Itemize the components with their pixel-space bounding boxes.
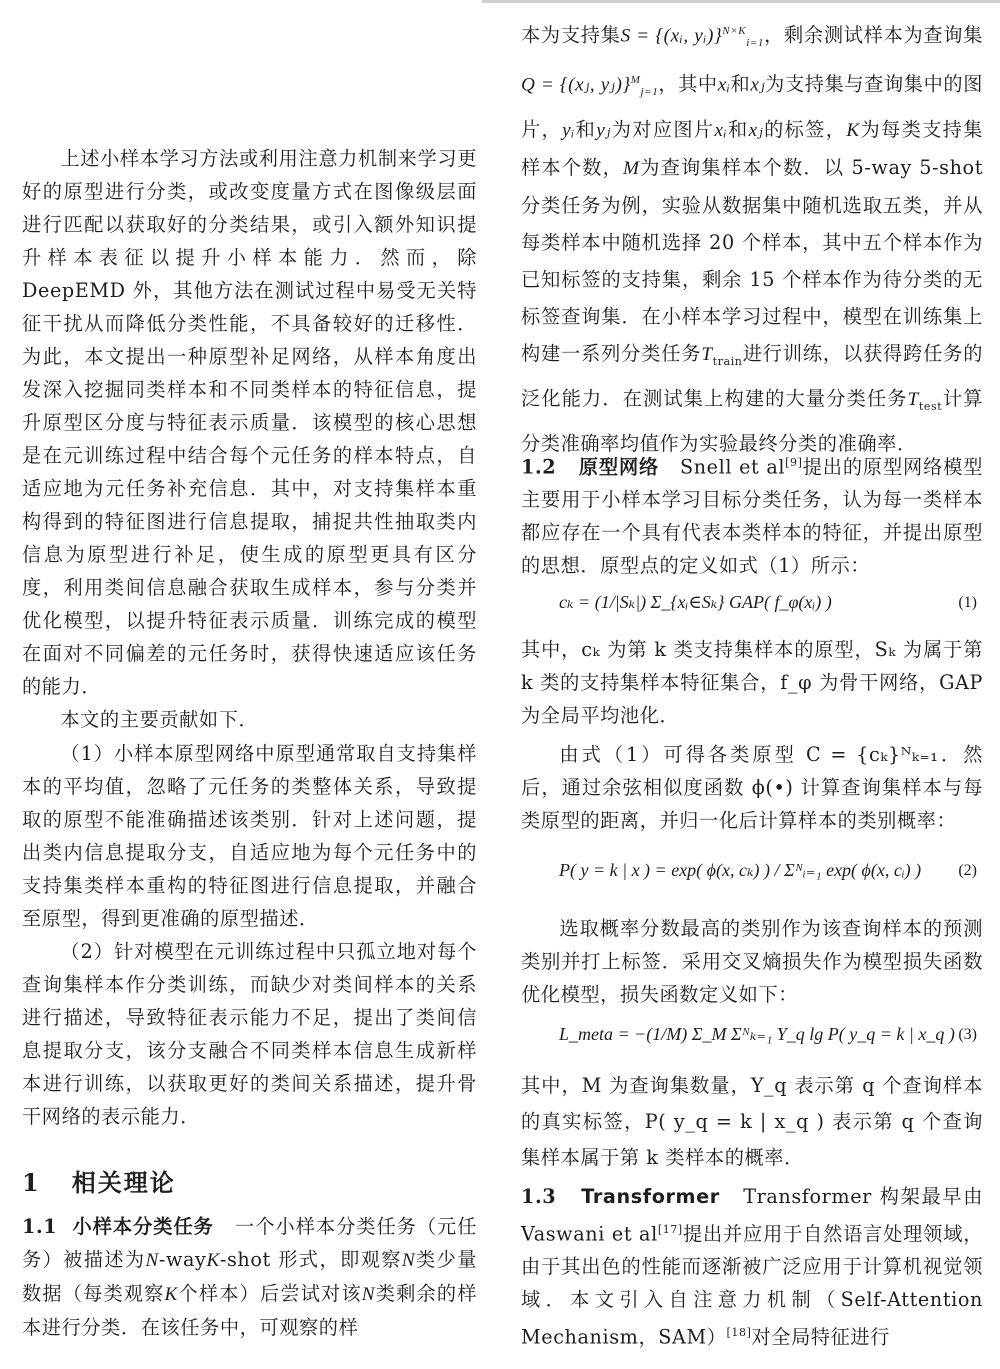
support-query-paragraph xyxy=(521,13,983,462)
math-sup: M xyxy=(630,74,641,87)
section-number: 1 xyxy=(22,1168,41,1197)
equation-2 xyxy=(521,846,983,906)
citation: [9] xyxy=(785,456,803,469)
text-span: 本为支持集 xyxy=(521,23,621,47)
intro-paragraph: 上述小样本学习方法或利用注意力机制来学习更好的原型进行分类，或改变度量方式在图像级层面进行匹配以获取好的分类结果，或引入额外知识提升样本表征以提升小样本能力．然而，除 DeepEMD 外，其他方法在测试过程中易受无关特征干扰从而降低分类性能，不具备较好的迁移性．为此，本文提出一种原型补足网络，从样本角度出发深入挖掘同类样本和不同类样本的特征信息，提升原型区分度与特征表示质量．该模型的核心思想是在元训练过程中结合每个元任务的样本特点，自适应地为元任务补充信息．其中，对支持集样本重构得到的特征图进行信息提取，捕捉共性抽取类内信息为原型进行补足，使生成的原型更具有区分度，利用类间信息融合获取生成样本，参与分类并优化模型，以提升特征表示质量．训练完成的模型在面对不同偏差的元任务时，获得快速适应该任务的能力． xyxy=(22,147,477,698)
subsection-1-3 xyxy=(521,1180,983,1354)
section-heading xyxy=(22,1163,176,1198)
math-var: M xyxy=(623,158,640,180)
text-span: 为每类支持集样本个数， xyxy=(521,118,984,180)
equation-3-expression: L_meta = −(1/M) Σ_M Σᴺₖ₌₁ Y_q lg P( y_q = k | x_q ) xyxy=(559,1024,955,1044)
subsection-number: 1.2 xyxy=(521,455,557,479)
math-sub: j=1 xyxy=(640,86,659,99)
math-var: N xyxy=(145,1250,159,1271)
text-span: 个样本）后尝试对该 xyxy=(177,1282,362,1305)
math-sub: train xyxy=(712,355,743,369)
text-span: 提出的原型网络模型主要用于小样本学习目标分类任务，认为每一类样本都应存在一个具有代表本类样本的特征，并提出原型的思想．原型点的定义如式（1）所示： xyxy=(521,455,983,578)
math-var: K xyxy=(846,120,860,142)
subsection-1-1 xyxy=(22,1210,477,1344)
citation: [18] xyxy=(726,1326,752,1340)
top-rule xyxy=(482,0,1000,3)
loss-paragraph: 选取概率分数最高的类别作为该查询样本的预测类别并打上标签．采用交叉熵损失作为模型损失函数优化模型，损失函数定义如下： xyxy=(521,917,983,1006)
section-title: 相关理论 xyxy=(71,1168,176,1197)
text-span: ，其中 xyxy=(658,72,718,96)
text-span: 为查询集样本个数．以 5-way 5-shot 分类任务为例，实验从数据集中随机选取五类，并从每类样本中随机选择 20 个样本，其中五个样本作为已知标签的支持集，剩余 15 个样本作为待分类的无标签查询集．在小样本学习过程中，模型在训练集上构建一系列分类任务 xyxy=(521,156,984,366)
text-span: 的标签， xyxy=(763,118,847,142)
math-var: K xyxy=(206,1250,220,1271)
subsection-title: 小样本分类任务 xyxy=(72,1215,214,1238)
math-var: xⱼ xyxy=(748,120,764,142)
equation-3 xyxy=(521,1010,983,1070)
math-var: T xyxy=(907,389,919,411)
text-span: Snell et al xyxy=(679,455,786,479)
text-span: 为对应图片 xyxy=(610,118,715,142)
math-var: yⱼ xyxy=(596,120,611,142)
prototype-paragraph: 由式（1）可得各类原型 C = {cₖ}ᴺₖ₌₁．然后，通过余弦相似度函数 ϕ(•) 计算查询集样本与每类原型的距离，并归一化后计算样本的类别概率： xyxy=(521,743,983,832)
math-sub: i=1 xyxy=(746,37,764,50)
math-var: K xyxy=(164,1284,178,1305)
text-span: 提出并应用于自然语言处理领域，由于其出色的性能而逐渐被广泛应用于计算机视觉领域．本文引入自注意力机制（Self-Attention Mechanism，SAM） xyxy=(521,1222,983,1349)
citation: [17] xyxy=(657,1223,683,1236)
equation-1-expression: cₖ = (1/|Sₖ|) Σ_{xᵢ∈Sₖ} GAP( f_φ(xᵢ) ) xyxy=(559,592,832,612)
math-var: yᵢ xyxy=(562,120,575,142)
text-span: 计算分类准确率均值作为实验最终分类的准确率． xyxy=(521,387,983,456)
eq1-explanation: 其中，cₖ 为第 k 类支持集样本的原型，Sₖ 为属于第 k 类的支持集样本特征集合，f_φ 为骨干网络，GAP 为全局平均池化． xyxy=(521,638,983,727)
text-span: 为支持集与查询集中的图片， xyxy=(521,72,983,142)
contribution-1: （1）小样本原型网络中原型通常取自支持集样本的平均值，忽略了元任务的类整体关系，导致提取的原型不能准确描述该类别．针对上述问题，提出类内信息提取分支，自适应地为每个元任务中的支持集类样本重构的特征图进行信息提取，并融合至原型，得到更准确的原型描述． xyxy=(22,742,477,930)
text-span: 类剩余的样本进行分类．在该任务中，可观察的样 xyxy=(22,1282,478,1339)
subsection-title: Transformer xyxy=(581,1185,720,1208)
text-span: 进行训练，以获得跨任务的泛化能力．在测试集上构建的大量分类任务 xyxy=(521,342,983,411)
subsection-number: 1.1 xyxy=(22,1215,58,1238)
math-var: xᵢ xyxy=(714,120,728,142)
equation-1 xyxy=(521,578,983,638)
text-span: 和 xyxy=(730,72,751,96)
equation-1-number: (1) xyxy=(958,594,977,611)
equation-2-number: (2) xyxy=(958,862,977,879)
math-var: T xyxy=(701,344,713,366)
math-var: xᵢ xyxy=(717,74,731,96)
math-sup: N×K xyxy=(722,25,747,37)
text-span: -shot 形式，即观察 xyxy=(219,1248,402,1271)
text-span: 一个小样本分类任务（元任务）被描述为 xyxy=(22,1215,477,1271)
equation-3-number: (3) xyxy=(958,1026,977,1043)
subsection-title: 原型网络 xyxy=(578,455,660,479)
support-set-math: S = {(xᵢ, yᵢ)} xyxy=(620,25,723,47)
eq3-explanation: 其中，M 为查询集数量，Y_q 表示第 q 个查询样本的真实标签，P( y_q = k | x_q ) 表示第 q 个查询集样本属于第 k 类样本的概率． xyxy=(521,1074,983,1169)
equation-2-expression: P( y = k | x ) = exp( ϕ(x, cₖ) ) / Σᴺᵢ₌₁ exp( ϕ(x, cᵢ) ) xyxy=(559,860,922,880)
text-span: ，剩余测试样本为查询集 xyxy=(763,23,984,47)
subsection-number: 1.3 xyxy=(521,1185,557,1208)
subsection-1-2 xyxy=(521,446,983,582)
text-span: 和 xyxy=(727,118,749,142)
math-var: N xyxy=(401,1250,416,1271)
math-sub: test xyxy=(918,400,943,414)
math-var: N xyxy=(361,1284,376,1305)
contributions-intro: 本文的主要贡献如下． xyxy=(60,708,259,731)
text-span: -way xyxy=(158,1248,207,1271)
query-set-math: Q = {(xⱼ, yⱼ)} xyxy=(521,74,631,96)
math-var: xⱼ xyxy=(750,74,766,96)
text-span: 和 xyxy=(574,118,597,142)
text-span: Transformer 构架最早由 Vaswani et al xyxy=(521,1185,983,1246)
text-span: 类少量数据（每类观察 xyxy=(22,1248,477,1305)
contribution-2: （2）针对模型在元训练过程中只孤立地对每个查询集样本作分类训练，而缺少对类间样本的关系进行描述，导致特征表示能力不足，提出了类间信息提取分支，该分支融合不同类样本信息生成新样本进行训练，以获取更好的类间关系描述，提升骨干网络的表示能力． xyxy=(22,940,477,1128)
text-span: 对全局特征进行 xyxy=(751,1325,891,1349)
